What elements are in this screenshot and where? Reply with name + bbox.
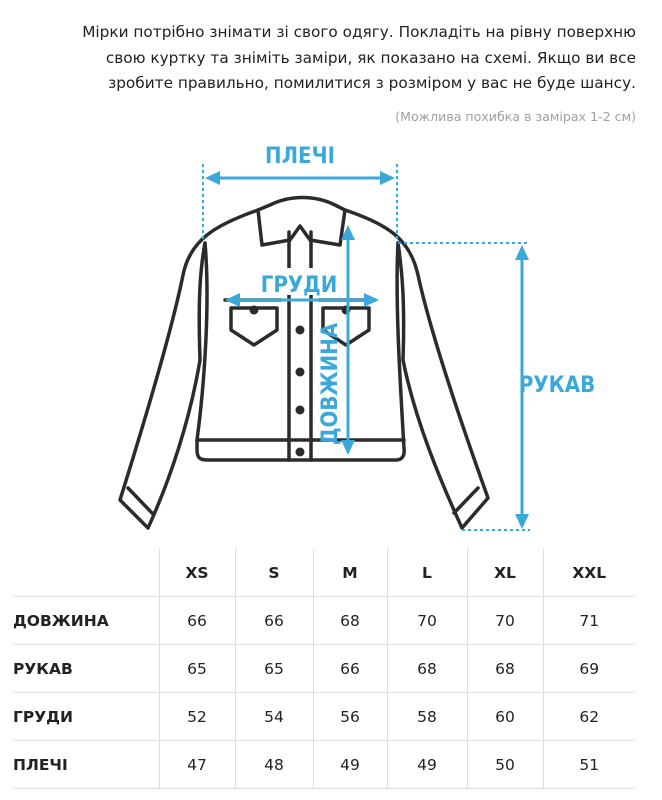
size-header: XS bbox=[159, 549, 235, 597]
length-label: ДОВЖИНА bbox=[318, 322, 343, 446]
button bbox=[250, 306, 259, 315]
row-label: ПЛЕЧІ bbox=[13, 741, 159, 789]
right-cuff bbox=[454, 488, 478, 513]
table-cell: 48 bbox=[235, 741, 313, 789]
table-cell: 65 bbox=[159, 645, 235, 693]
button bbox=[296, 448, 305, 457]
table-header-row bbox=[13, 549, 635, 597]
table-cell: 56 bbox=[313, 693, 387, 741]
size-header: XXL bbox=[543, 549, 635, 597]
collar bbox=[258, 198, 345, 246]
table-cell: 52 bbox=[159, 693, 235, 741]
table-corner bbox=[13, 549, 159, 597]
chest-arrow-left bbox=[225, 293, 240, 307]
right-sleeve bbox=[345, 210, 488, 528]
placket bbox=[289, 232, 311, 460]
table-cell: 60 bbox=[467, 693, 543, 741]
table-row bbox=[13, 645, 635, 693]
table-cell: 66 bbox=[313, 645, 387, 693]
measurement-error-note: (Можлива похибка в замірах 1-2 см) bbox=[395, 109, 636, 124]
sleeve-arrow-bottom bbox=[515, 514, 529, 529]
table-cell: 70 bbox=[387, 597, 467, 645]
table-cell: 49 bbox=[387, 741, 467, 789]
intro-line-3: зробите правильно, помилитися з розміром у вас не буде шансу. bbox=[108, 74, 636, 92]
button bbox=[296, 368, 305, 377]
sleeve-arrow-top bbox=[515, 245, 529, 260]
table-cell: 47 bbox=[159, 741, 235, 789]
row-label: ГРУДИ bbox=[13, 693, 159, 741]
row-label: РУКАВ bbox=[13, 645, 159, 693]
table-cell: 70 bbox=[467, 597, 543, 645]
sleeve-label: РУКАВ bbox=[518, 373, 596, 398]
table-cell: 69 bbox=[543, 645, 635, 693]
table-cell: 51 bbox=[543, 741, 635, 789]
size-header: L bbox=[387, 549, 467, 597]
table-cell: 62 bbox=[543, 693, 635, 741]
table-row bbox=[13, 597, 635, 645]
button bbox=[296, 406, 305, 415]
table-cell: 58 bbox=[387, 693, 467, 741]
table-cell: 71 bbox=[543, 597, 635, 645]
shoulders-label: ПЛЕЧІ bbox=[265, 144, 335, 169]
table-cell: 66 bbox=[159, 597, 235, 645]
table-cell: 50 bbox=[467, 741, 543, 789]
table-cell: 68 bbox=[313, 597, 387, 645]
table-cell: 54 bbox=[235, 693, 313, 741]
intro-line-1: Мірки потрібно знімати зі свого одягу. Покладіть на рівну поверхню bbox=[82, 23, 636, 41]
chest-arrow-right bbox=[364, 293, 379, 307]
table-row bbox=[13, 693, 635, 741]
left-sleeve bbox=[120, 210, 258, 528]
size-header: S bbox=[235, 549, 313, 597]
shoulders-arrow-left bbox=[205, 171, 220, 185]
table-cell: 68 bbox=[467, 645, 543, 693]
size-header: M bbox=[313, 549, 387, 597]
table-cell: 65 bbox=[235, 645, 313, 693]
size-header: XL bbox=[467, 549, 543, 597]
table-cell: 66 bbox=[235, 597, 313, 645]
chest-label: ГРУДИ bbox=[260, 273, 338, 298]
table-row bbox=[13, 741, 635, 789]
table-cell: 68 bbox=[387, 645, 467, 693]
size-table bbox=[13, 549, 635, 789]
jacket-measurement-diagram bbox=[0, 140, 662, 550]
button bbox=[296, 326, 305, 335]
table-cell: 49 bbox=[313, 741, 387, 789]
intro-text bbox=[16, 20, 636, 97]
length-arrow-bottom bbox=[341, 440, 355, 455]
row-label: ДОВЖИНА bbox=[13, 597, 159, 645]
intro-line-2: свою куртку та зніміть заміри, як показано на схемі. Якщо ви все bbox=[105, 48, 636, 67]
shoulders-arrow-right bbox=[380, 171, 395, 185]
